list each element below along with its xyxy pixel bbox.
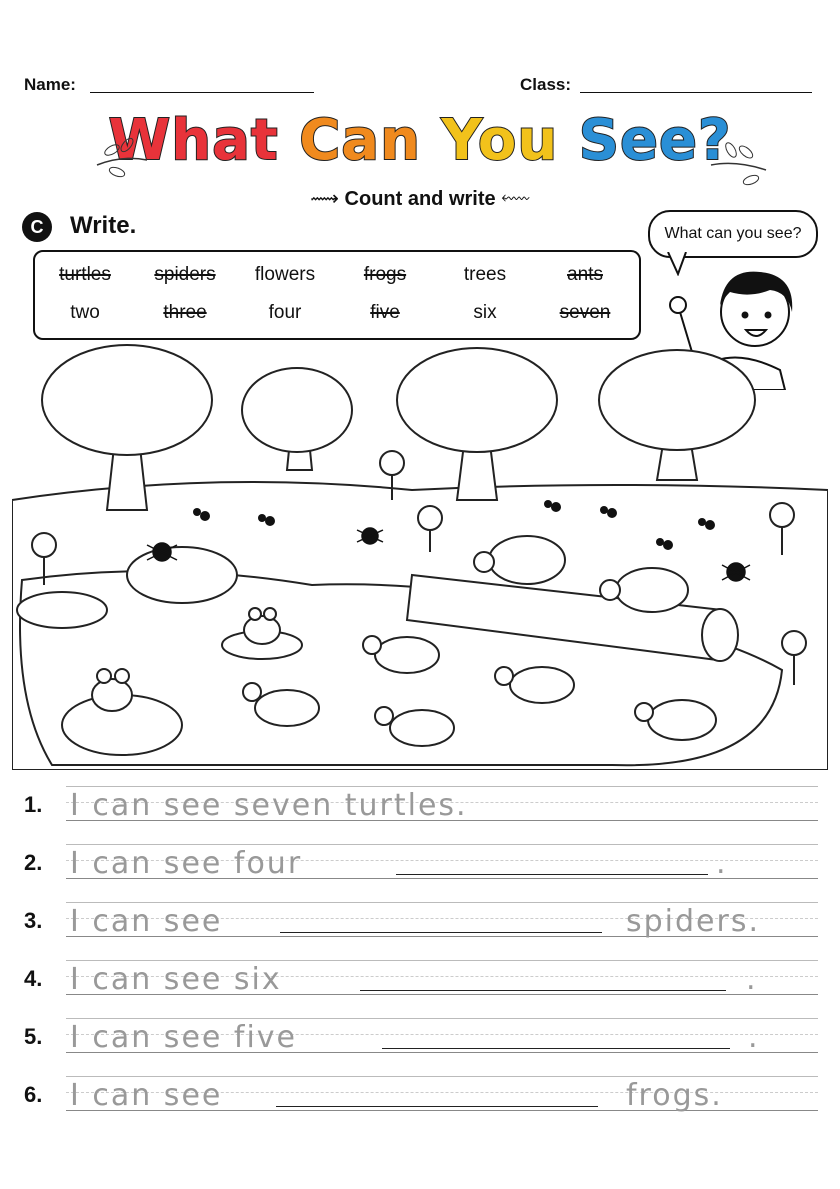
word-bank-item: frogs [363, 264, 407, 285]
leaf-decoration-right-icon [706, 130, 770, 190]
sentence-row-4 [0, 958, 840, 1008]
sentence-number: 2. [24, 850, 43, 875]
swirl-right-icon: ⬳ [501, 188, 530, 210]
tree-icon [242, 368, 352, 470]
sentence-end-text: spiders. [626, 904, 761, 939]
section-title: Write. [70, 212, 137, 239]
word-bank-item: flowers [254, 264, 316, 285]
leaf-decoration-left-icon [92, 120, 152, 180]
title-word-3: You [441, 108, 559, 173]
answer-blank[interactable] [382, 1048, 730, 1049]
tree-icon [397, 348, 557, 500]
sentence-end-text: frogs. [626, 1078, 723, 1113]
word-bank-item: seven [559, 302, 611, 323]
answer-blank[interactable] [396, 874, 708, 875]
word-bank-item: six [473, 302, 497, 323]
subtitle-text: Count and write [344, 188, 496, 210]
answer-blank[interactable] [360, 990, 726, 991]
word-bank-item: five [370, 302, 400, 323]
sentence-trace-text: I can see [70, 904, 223, 939]
word-bank [33, 250, 641, 340]
class-field[interactable] [580, 92, 812, 93]
sentence-number: 3. [24, 908, 43, 933]
answer-blank[interactable] [280, 932, 602, 933]
word-bank-item: three [163, 302, 207, 323]
section-badge: C [22, 212, 52, 242]
sentence-number: 1. [24, 792, 43, 817]
sentence-row-5 [0, 1016, 840, 1066]
sentence-row-6 [0, 1074, 840, 1124]
swirl-left-icon: ⟿ [310, 188, 345, 210]
title-word-1: What [108, 108, 279, 173]
word-bank-item: ants [567, 264, 603, 285]
word-bank-item: four [268, 302, 302, 323]
sentence-row-1 [0, 784, 840, 834]
sentence-row-2 [0, 842, 840, 892]
answer-blank[interactable] [276, 1106, 598, 1107]
pond-scene-illustration [12, 340, 828, 770]
sentence-number: 6. [24, 1082, 43, 1107]
word-bank-item: trees [463, 264, 507, 285]
sentence-trace-text: I can see seven turtles. [70, 788, 468, 823]
sentence-number: 4. [24, 966, 43, 991]
name-label: Name: [24, 75, 76, 94]
sentence-trace-text: I can see five [70, 1020, 297, 1055]
word-bank-item: turtles [59, 264, 111, 285]
sentence-end-text: . [746, 962, 758, 997]
title-word-4: See? [578, 108, 732, 173]
sentence-trace-text: I can see four [70, 846, 303, 881]
title-word-2: Can [299, 108, 421, 173]
word-bank-item: two [70, 302, 100, 323]
class-label: Class: [520, 75, 572, 94]
sentence-number: 5. [24, 1024, 43, 1049]
tree-icon [599, 350, 755, 480]
subtitle [0, 186, 840, 211]
speech-bubble: What can you see? [648, 210, 818, 258]
word-bank-item: spiders [154, 264, 216, 285]
sentence-end-text: . [748, 1020, 760, 1055]
sentence-row-3 [0, 900, 840, 950]
sentence-end-text: . [716, 846, 728, 881]
sentence-trace-text: I can see six [70, 962, 282, 997]
name-field[interactable] [90, 92, 314, 93]
sentence-trace-text: I can see [70, 1078, 223, 1113]
